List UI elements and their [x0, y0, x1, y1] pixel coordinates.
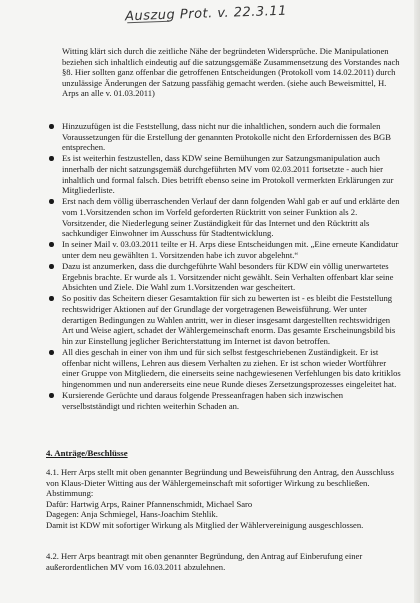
- vote-against: Dagegen: Anja Schmiegel, Hans-Joachim Stehlik.: [46, 509, 218, 520]
- bullet-item: Dazu ist anzumerken, dass die durchgeführte Wahl besonders für KDW ein völlig unerwartetes Ergebnis brachte. Er wurde als 1. Vorsitzender nicht gewählt. Sein Verhalten offenbart klar seine Absichten und Ziele. Die Wahl zum 1.Vorsitzenden war gescheitert.: [46, 261, 402, 293]
- bullet-item: Erst nach dem völlig überraschenden Verlauf der dann folgenden Wahl gab er auf und erklärte den vom 1.Vorsitzenden schon im Vorfeld geforderten Rücktritt von seiner Funktion als 2. Vorsitzender, die Niederlegung seiner Zuständigkeit für das Internet und den Rücktritt als sachkundiger Einwohner im Ausschuss für Stadtentwicklung.: [46, 196, 402, 238]
- motion-4-1: [46, 467, 402, 531]
- bullet-item: Kursierende Gerüchte und daraus folgende Presseanfragen haben sich inzwischen verselbstständigt und richten weiterhin Schaden an.: [46, 390, 402, 411]
- section-heading: 4. Anträge/Beschlüsse: [46, 448, 128, 458]
- header-note-text: Auszug Prot. v. 22.3.11: [124, 3, 288, 25]
- intro-paragraph: Witting klärt sich durch die zeitliche Nähe der begründeten Widersprüche. Die Manipulationen beziehen sich inhaltlich eindeutig auf die satzungsgemäße Zusammensetzung des Vorstandes nach §8. Hier sollten ganz offenbar die getroffenen Entscheidungen (Protokoll vom 14.02.2011) durch unzulässige Änderungen der Satzung passfähig gemacht werden. (siehe auch Beweismittel, H. Arps an alle v. 01.03.2011): [62, 46, 400, 99]
- bullet-item: So positiv das Scheitern dieser Gesamtaktion für sich zu bewerten ist - es bleibt die Feststellung rechtswidriger Aktionen auf der Grundlage der vorgetragenen Beweisführung. Wer unter derartigen Bedingungen zu Wahlen antritt, wer in dieser insgesamt dargestellten rechtswidrigen Art und Weise agiert, schadet der Wählergemeinschaft enorm. Das gesamte Erscheinungsbild bis hin zur Einstellung jeglicher Berichterstattung im Internet ist davon betroffen.: [46, 293, 402, 346]
- bullet-list: [46, 121, 402, 412]
- handwritten-header-note: [125, 3, 315, 24]
- vote-for: Dafür: Hartwig Arps, Rainer Pfannenschmidt, Michael Saro: [46, 498, 253, 509]
- motion-4-1-text: 4.1. Herr Arps stellt mit oben genannter Begründung und Beweisführung den Antrag, den Ausschluss von Klaus-Dieter Witting aus der Wählergemeinschaft mit sofortiger Wirkung zu beschließen.: [46, 467, 394, 488]
- vote-label: Abstimmung:: [46, 488, 94, 499]
- vote-result: Damit ist KDW mit sofortiger Wirkung als Mitglied der Wählervereinigung ausgeschlossen.: [46, 519, 364, 530]
- motion-4-2: 4.2. Herr Arps beantragt mit oben genannter Begründung, den Antrag auf Einberufung einer außerordentlichen MV vom 16.03.2011 abzulehnen.: [46, 551, 363, 572]
- bullet-item: In seiner Mail v. 03.03.2011 teilte er H. Arps diese Entscheidungen mit. „Eine erneute Kandidatur unter dem neu gewählten 1. Vorsitzenden habe ich zuvor abgelehnt.“: [46, 239, 402, 260]
- bullet-item: All dies geschah in einer von ihm und für sich selbst festgeschriebenen Zuständigkeit. Er ist offenbar nicht willens, Lehren aus diesem Verhalten zu ziehen. Er ist schon wieder Wortführer einer Gruppe von Mitgliedern, die einerseits seine nachgewiesenen Verfehlungen bis dato kritiklos hingenommen und nun andererseits eine neue Runde dieses Zersetzungsprozesses eingeleitet hat.: [46, 347, 402, 389]
- bullet-item: Hinzuzufügen ist die Feststellung, dass nicht nur die inhaltlichen, sondern auch die formalen Voraussetzungen für die Erstellung der genannten Protokolle nicht den Erfordernissen des BGB entsprechen.: [46, 121, 402, 153]
- bullet-item: Es ist weiterhin festzustellen, dass KDW seine Bemühungen zur Satzungsmanipulation auch innerhalb der nicht satzungsgemäß durchgeführten MV vom 02.03.2011 fortsetzte - auch hier inhaltlich und formal falsch. Dies betrifft ebenso seine im Protokoll vermerkten Erklärungen zur Mitgliederliste.: [46, 153, 402, 195]
- page-edge-shadow: [414, 0, 420, 603]
